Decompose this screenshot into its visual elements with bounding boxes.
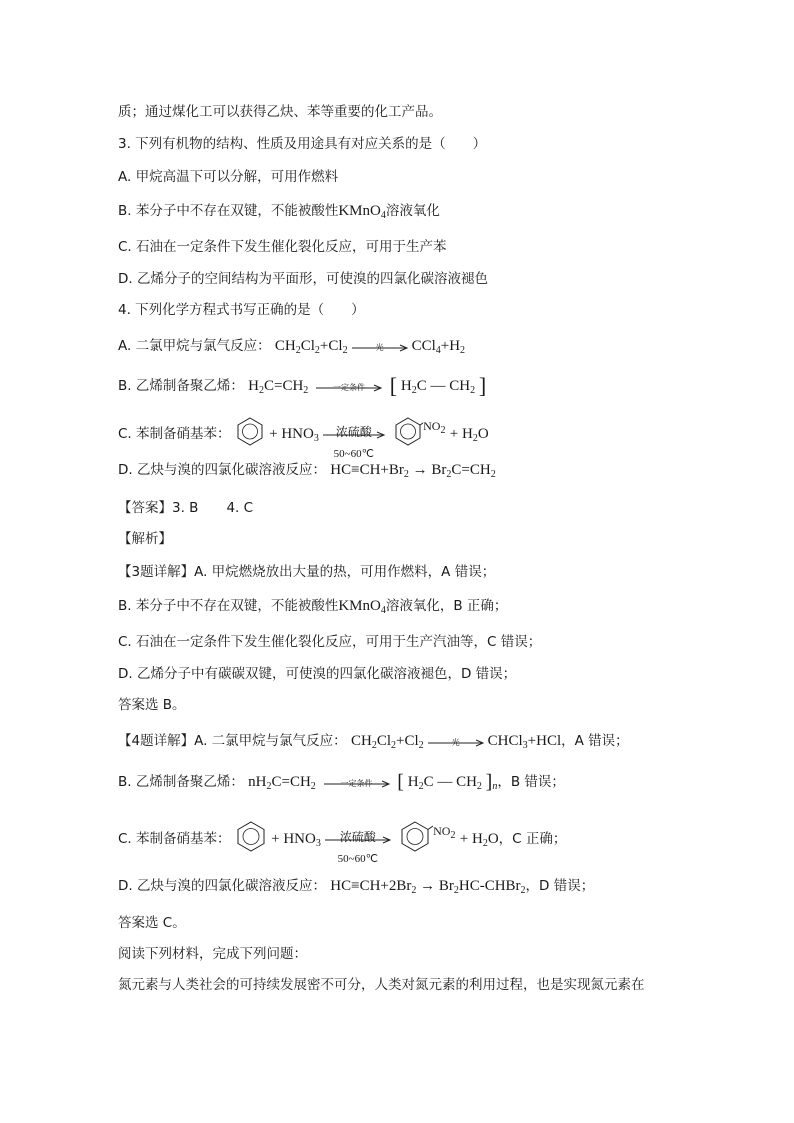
benzene-icon xyxy=(235,416,265,452)
formula-kmno4: KMnO$_4$ xyxy=(338,203,386,221)
nitrobenzene-icon xyxy=(393,416,423,452)
explain-3c: C. 石油在一定条件下发生催化裂化反应，可用于生产汽油等，C 错误； xyxy=(118,634,542,650)
analysis-heading: 【解析】 xyxy=(118,531,172,547)
option-4b xyxy=(118,373,487,401)
equation-4b: $H_2C=CH_2$ 一定条件 [ $H_2C$ — $CH_2$ ] xyxy=(248,373,487,398)
equation-4b-correct: $nH_2C=CH_2$ 一定条件 [ $H_2C$ — $CH_2$ ]$_n$ xyxy=(248,771,498,793)
group-no2: $NO_2$ xyxy=(433,824,456,841)
reading-text: 氮元素与人类社会的可持续发展密不可分，人类对氮元素的利用过程，也是实现氮元素在 xyxy=(118,977,645,993)
option-3b xyxy=(118,201,440,226)
reagent-hno3: + $HNO_3$ xyxy=(269,426,319,444)
explain-3b: B. 苯分子中不存在双键，不能被酸性KMnO$_4$溶液氧化，B 正确； xyxy=(118,598,508,616)
option-4d-label: D. 乙炔与溴的四氯化碳溶液反应： xyxy=(118,462,326,478)
arrow-icon: 浓硫酸 50~60℃ xyxy=(323,831,393,847)
equation-4a-correct: $CH_2Cl_2+Cl_2$ 光 CHCl$_3$+HCl xyxy=(350,733,562,751)
explain-4c: C. 苯制备硝基苯： + $HNO_3$ 浓硫酸 50~60℃ $NO_2 + H_2O$，C 正确； xyxy=(118,820,566,858)
explain-4a: 【4题详解】A. 二氯甲烷与氯气反应： $CH_2Cl_2+Cl_2$ 光 CHCl$_3$+HCl，A 错误； xyxy=(118,733,629,751)
answer-3: 【答案】3. B xyxy=(118,500,199,516)
option-3a: A. 甲烷高温下可以分解，可用作燃料 xyxy=(118,169,339,185)
answer-4: 4. C xyxy=(226,500,254,516)
arrow-icon: 一定条件 xyxy=(322,776,392,790)
arrow-icon: 浓硫酸 50~60℃ xyxy=(321,426,387,442)
equation-4a: $CH_2Cl_2+Cl_2$ 光 $CCl_4+H_2$ xyxy=(274,338,466,356)
arrow-icon: 光 xyxy=(350,340,410,354)
question-4: 4. 下列化学方程式书写正确的是（ ） xyxy=(118,302,365,318)
group-no2: $NO_2$ xyxy=(423,419,446,436)
text-line: 质；通过煤化工可以获得乙炔、苯等重要的化工产品。 xyxy=(118,104,442,120)
explain-3a: 【3题详解】A. 甲烷燃烧放出大量的热，可用作燃料，A 错误； xyxy=(118,564,496,580)
option-4c xyxy=(118,416,489,460)
equation-4d: $HC\equiv CH+Br_2 \to Br_2C=CH_2$ xyxy=(330,462,496,480)
arrow-icon: 一定条件 xyxy=(314,380,384,394)
explain-4d: D. 乙炔与溴的四氯化碳溶液反应： $HC\equiv CH+2Br_2$ → $Br_2HC-CHBr_2$，D 错误； xyxy=(118,878,595,896)
nitrobenzene-icon xyxy=(399,820,433,858)
explain-4-answer: 答案选 C。 xyxy=(118,915,186,931)
option-3d: D. 乙烯分子的空间结构为平面形，可使溴的四氯化碳溶液褪色 xyxy=(118,271,488,287)
arrow-icon: 光 xyxy=(426,735,486,749)
product-h2o: + $H_2O$ xyxy=(459,831,499,849)
option-4d xyxy=(118,460,496,485)
equation-4d-correct: $HC\equiv CH+2Br_2$ → $Br_2HC-CHBr_2$ xyxy=(330,878,526,896)
reagent-hno3: + $HNO_3$ xyxy=(271,831,321,849)
option-3c: C. 石油在一定条件下发生催化裂化反应，可用于生产苯 xyxy=(118,239,447,255)
explain-3d: D. 乙烯分子中有碳碳双键，可使溴的四氯化碳溶液褪色，D 错误； xyxy=(118,666,517,682)
reading-prompt: 阅读下列材料，完成下列问题： xyxy=(118,946,307,962)
explain-3-answer: 答案选 B。 xyxy=(118,697,186,713)
option-4c-label: C. 苯制备硝基苯： xyxy=(118,426,231,442)
option-3b-pre: B. 苯分子中不存在双键，不能被酸性 xyxy=(118,203,339,219)
explain-4b: B. 乙烯制备聚乙烯： $nH_2C=CH_2$ 一定条件 [ $H_2C$ — $CH_2$ ]$_n$，B 错误； xyxy=(118,771,565,793)
question-3: 3. 下列有机物的结构、性质及用途具有对应关系的是（ ） xyxy=(118,136,487,152)
answer xyxy=(118,498,253,518)
formula-kmno4: KMnO$_4$ xyxy=(338,598,386,616)
option-4a xyxy=(118,336,465,361)
option-4b-label: B. 乙烯制备聚乙烯： xyxy=(118,378,244,394)
option-3b-post: 溶液氧化 xyxy=(385,203,440,219)
option-4a-label: A. 二氯甲烷与氯气反应： xyxy=(118,338,271,354)
benzene-icon xyxy=(235,820,267,858)
product-h2o: + $H_2O$ xyxy=(449,426,489,444)
